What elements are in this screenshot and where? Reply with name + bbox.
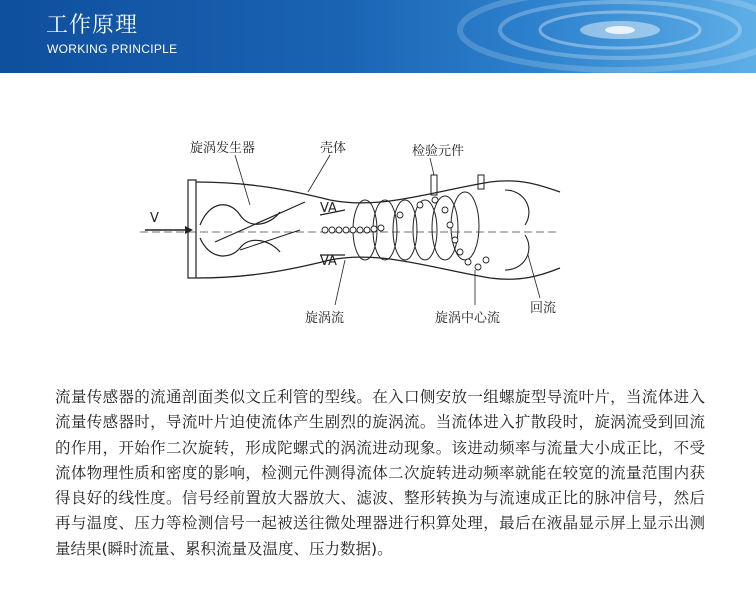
page-subtitle: WORKING PRINCIPLE bbox=[47, 42, 178, 56]
label-swirl-flow: 旋涡流 bbox=[305, 311, 345, 326]
label-vortex-center-flow: 旋涡中心流 bbox=[435, 311, 501, 326]
principle-paragraph: 流量传感器的流通剖面类似文丘利管的型线。在入口侧安放一组螺旋型导流叶片，当流体进入流量传感器时，导流叶片迫使流体产生剧烈的旋涡流。当流体进入扩散段时，旋涡流受到回流的作用，开始作二次旋转，形成陀螺式的涡流进动现象。该进动频率与流量大小成正比，不受流体物理性质和密度的影响，检测元件测得流体二次旋转进动频率就能在较宽的流量范围内获得良好的线性度。信号经前置放大器放大、滤波、整形转换为与流速成正比的脉冲信号，然后再与温度、压力等检测信号一起被送往微处理器进行积算处理，最后在液晶显示屏上显示出测量结果(瞬时流量、累积流量及温度、压力数据)。 bbox=[55, 388, 705, 558]
label-va-bottom: VA bbox=[320, 254, 337, 269]
leader-line bbox=[430, 158, 434, 175]
working-principle-diagram bbox=[130, 130, 590, 340]
swirl-generator-blade bbox=[200, 205, 280, 225]
inlet-arrowhead bbox=[185, 226, 193, 234]
detector-element bbox=[478, 175, 484, 189]
backflow-curve bbox=[505, 235, 529, 270]
swirl-generator-vane bbox=[240, 230, 300, 250]
leader-line bbox=[308, 155, 330, 192]
leader-line bbox=[528, 255, 540, 298]
label-detector: 检验元件 bbox=[412, 144, 465, 159]
label-backflow: 回流 bbox=[530, 301, 557, 316]
label-v: V bbox=[150, 211, 159, 226]
label-shell: 壳体 bbox=[320, 141, 347, 156]
shell-bottom bbox=[196, 257, 560, 279]
leader-line bbox=[235, 155, 250, 205]
swirl-generator-vane bbox=[215, 202, 305, 242]
shell-top bbox=[196, 181, 560, 203]
page-title: 工作原理 bbox=[46, 13, 139, 38]
vortex-beads bbox=[322, 197, 489, 270]
label-va-top: VA bbox=[320, 201, 337, 216]
backflow-curve bbox=[505, 190, 529, 225]
label-swirl-generator: 旋涡发生器 bbox=[190, 141, 256, 156]
header-banner bbox=[0, 0, 756, 73]
